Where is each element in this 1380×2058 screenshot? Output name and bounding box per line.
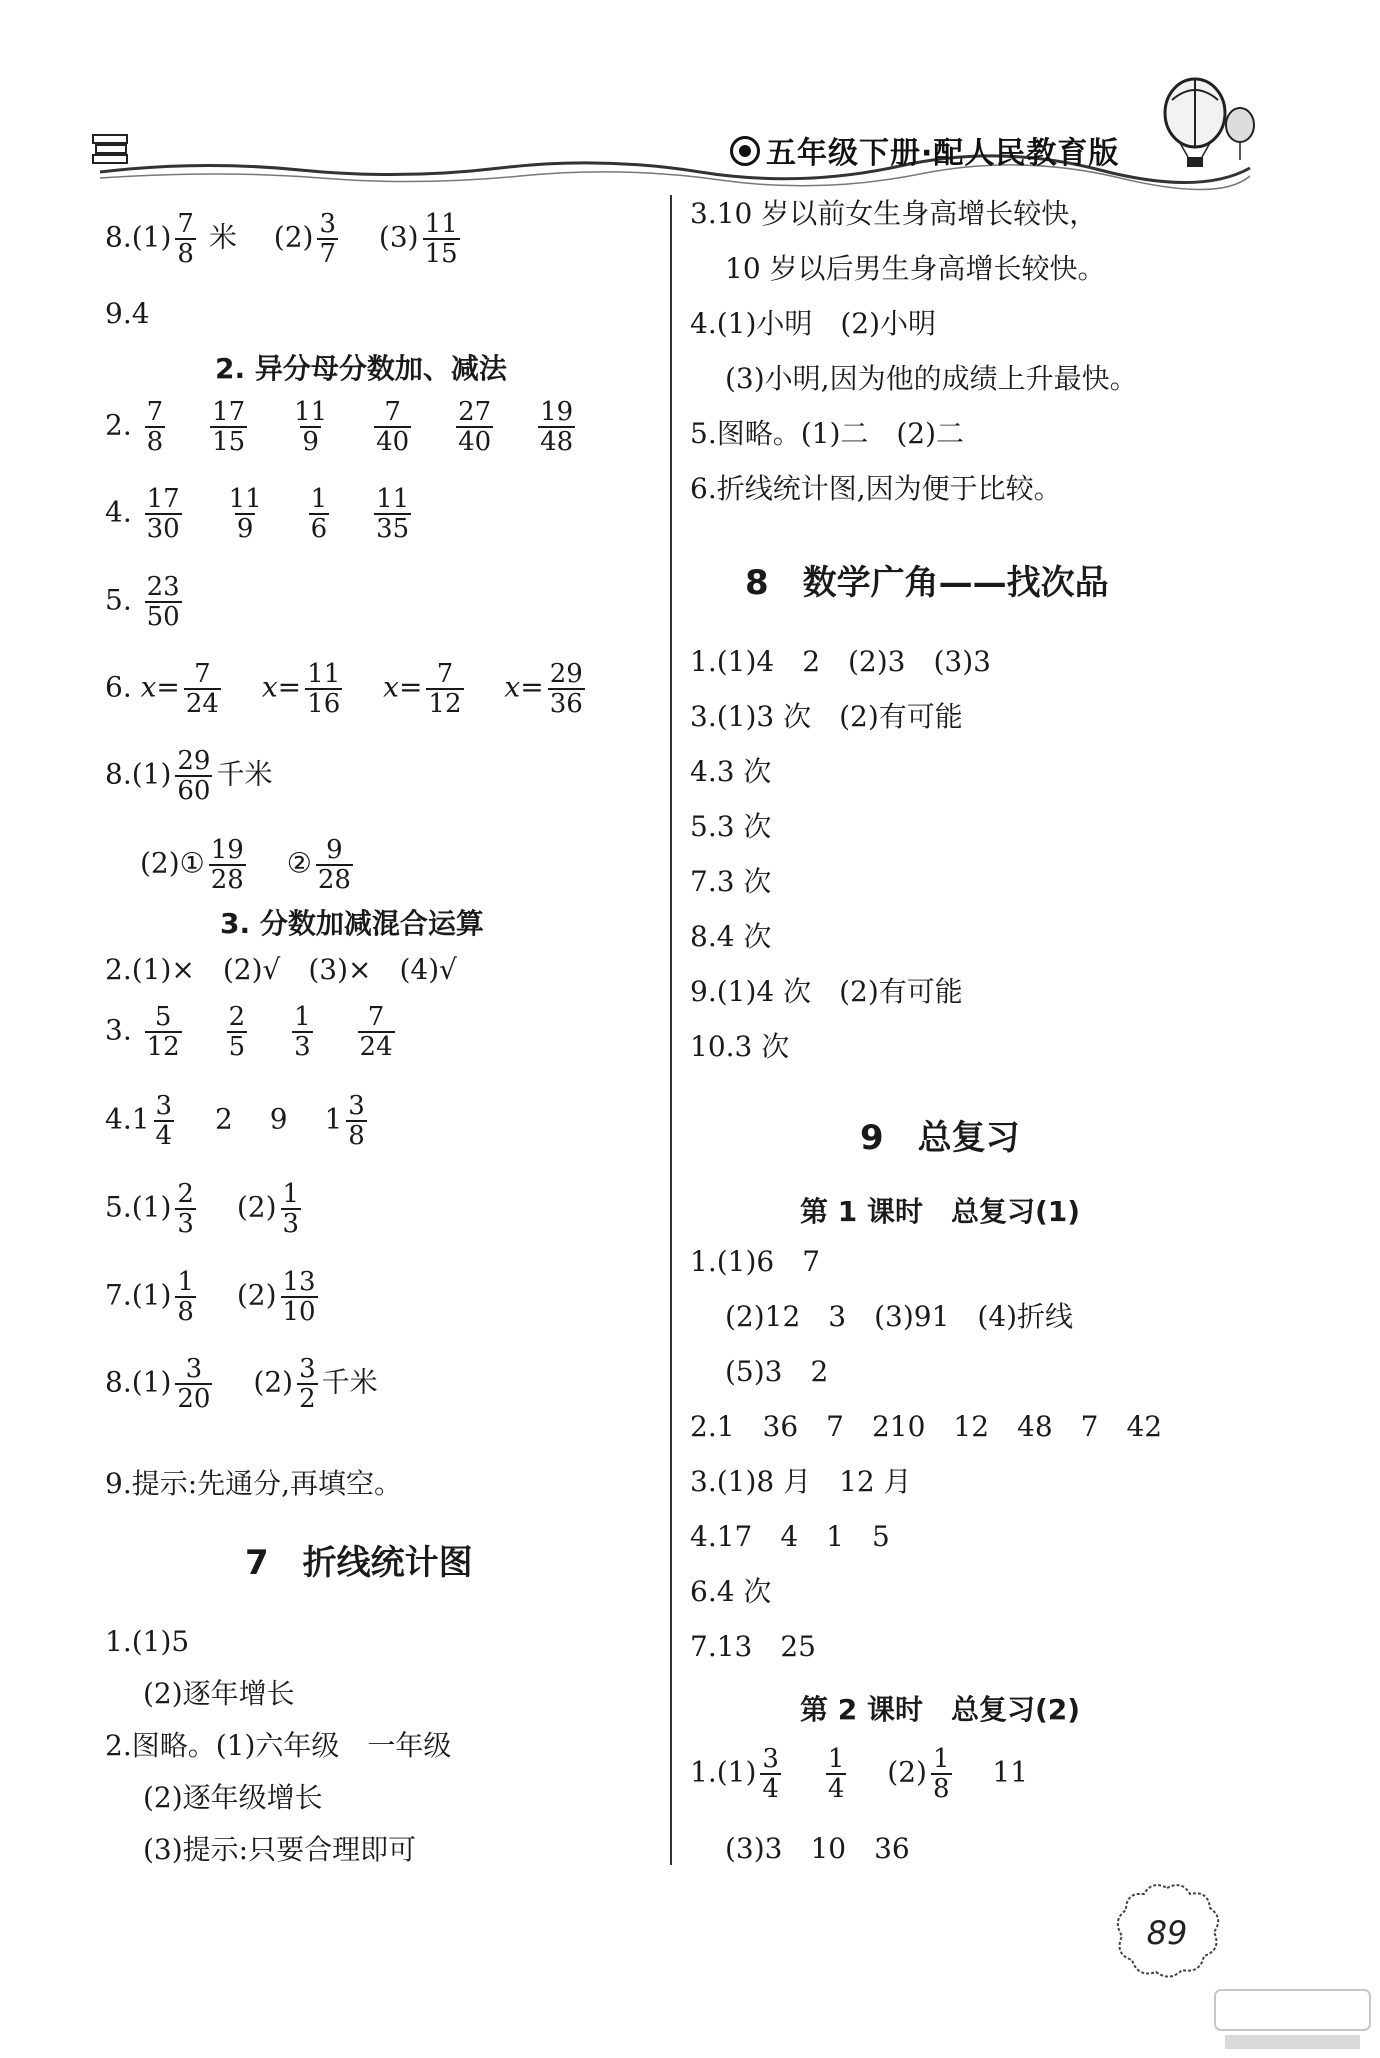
fraction: $\frac{1}{4}$ — [827, 1744, 845, 1805]
answer-r4: 4.(1)小明 (2)小明 — [690, 307, 937, 340]
answer-r5: 5.图略。(1)二 (2)二 — [690, 417, 965, 450]
chapter-heading: 7 折线统计图 — [245, 1543, 473, 1583]
fraction: $\frac{17}{15}$ — [212, 397, 246, 458]
book-stack-icon — [88, 125, 138, 175]
answer-r3b: 10 岁以后男生身高增长较快。 — [725, 252, 1106, 285]
answer-c7-2: 2.图略。(1)六年级 一年级 — [105, 1729, 452, 1762]
fraction: $\frac{7}{8}$ — [177, 209, 194, 270]
answer-s3-5: 5.(1) $\frac{2}{3}$ (2) $\frac{1}{3}$ — [105, 1179, 300, 1240]
answer-s3-8: 8.(1) $\frac{3}{20}$ (2) $\frac{3}{2}$ 千米 — [105, 1354, 378, 1415]
fraction: $\frac{7}{40}$ — [376, 397, 410, 458]
lesson-heading: 第 2 课时 总复习(2) — [800, 1693, 1081, 1726]
answer-5: 5. $\frac{23}{50}$ — [105, 572, 180, 633]
fraction: $\frac{3}{20}$ — [177, 1354, 211, 1415]
fraction: $\frac{1}{8}$ — [177, 1267, 194, 1328]
answer-c8-5: 5.3 次 — [690, 810, 772, 843]
balloon-icon — [1150, 75, 1260, 185]
fraction: $\frac{17}{30}$ — [146, 484, 180, 545]
fraction: $\frac{3}{8}$ — [348, 1091, 365, 1152]
fraction: $\frac{1}{3}$ — [294, 1002, 311, 1063]
lesson-heading: 第 1 课时 总复习(1) — [800, 1195, 1081, 1228]
answer-c91-3: 3.(1)8 月 12 月 — [690, 1465, 912, 1498]
answer-c8-8: 8.4 次 — [690, 920, 772, 953]
fraction: $\frac{7}{24}$ — [185, 659, 219, 720]
fraction: $\frac{23}{50}$ — [146, 572, 180, 633]
fraction: $\frac{13}{10}$ — [282, 1267, 316, 1328]
fraction: $\frac{5}{12}$ — [146, 1002, 180, 1063]
answer-c91-6: 6.4 次 — [690, 1575, 772, 1608]
answer-c8-10: 10.3 次 — [690, 1030, 790, 1063]
answer-4: 4. $\frac{17}{30}$ $\frac{11}{9}$ $\frac{1}{6}$ $\frac{11}{35}$ — [105, 484, 410, 545]
answer-c8-9: 9.(1)4 次 (2)有可能 — [690, 975, 963, 1008]
fraction: $\frac{19}{28}$ — [210, 835, 244, 896]
bullseye-icon — [730, 136, 760, 166]
answer-6: 6. x= $\frac{7}{24}$ x= $\frac{11}{16}$ x= $\frac{7}{12}$ x= $\frac{29}{36}$ — [105, 659, 583, 720]
fraction: $\frac{7}{24}$ — [359, 1002, 393, 1063]
answer-s3-4: 4.1 $\frac{3}{4}$ 2 9 1 $\frac{3}{8}$ — [105, 1091, 365, 1152]
fraction: $\frac{11}{9}$ — [294, 397, 328, 458]
fraction: $\frac{11}{9}$ — [228, 484, 262, 545]
fraction: $\frac{3}{7}$ — [319, 209, 336, 270]
answer-c7-1b: (2)逐年增长 — [143, 1677, 295, 1710]
answer-r4b: (3)小明,因为他的成绩上升最快。 — [725, 362, 1138, 395]
answer-c8-1: 1.(1)4 2 (2)3 (3)3 — [690, 645, 991, 678]
answer-8b: 8.(1) $\frac{29}{60}$ 千米 — [105, 746, 273, 807]
answer-c7-2b: (2)逐年级增长 — [143, 1781, 323, 1814]
fraction: $\frac{2}{5}$ — [228, 1002, 246, 1063]
answer-s3-9: 9.提示:先通分,再填空。 — [105, 1467, 403, 1500]
section-heading: 3. 分数加减混合运算 — [220, 907, 484, 940]
answer-c8-7: 7.3 次 — [690, 865, 772, 898]
fraction: $\frac{2}{3}$ — [177, 1179, 194, 1240]
answer-r6: 6.折线统计图,因为便于比较。 — [690, 472, 1062, 505]
answer-c92-1: 1.(1) $\frac{3}{4}$ $\frac{1}{4}$ (2) $\frac{1}{8}$ 11 — [690, 1744, 1029, 1805]
fraction: $\frac{27}{40}$ — [458, 397, 492, 458]
answer-c91-1c: (5)3 2 — [725, 1355, 829, 1388]
fraction: $\frac{19}{48}$ — [540, 397, 574, 458]
answer-8: 8.(1) $\frac{7}{8}$ 米 (2) $\frac{3}{7}$ (3) $\frac{11}{15}$ — [105, 209, 458, 270]
answer-c8-3: 3.(1)3 次 (2)有可能 — [690, 700, 963, 733]
watermark-logo — [1210, 1985, 1375, 2055]
answer-c8-4: 4.3 次 — [690, 755, 772, 788]
answer-c7-2c: (3)提示:只要合理即可 — [143, 1833, 417, 1866]
answer-c7-1: 1.(1)5 — [105, 1625, 190, 1658]
chapter-heading: 8 数学广角——找次品 — [745, 563, 1109, 603]
answer-c92-1b: (3)3 10 36 — [725, 1832, 910, 1865]
fraction: $\frac{3}{2}$ — [299, 1354, 316, 1415]
answer-s3-3: 3. $\frac{5}{12}$ $\frac{2}{5}$ $\frac{1}{3}$ $\frac{7}{24}$ — [105, 1002, 393, 1063]
fraction: $\frac{7}{12}$ — [428, 659, 462, 720]
section-heading: 2. 异分母分数加、减法 — [215, 352, 507, 385]
answer-c91-1: 1.(1)6 7 — [690, 1245, 821, 1278]
answer-s3-7: 7.(1) $\frac{1}{8}$ (2) $\frac{13}{10}$ — [105, 1267, 316, 1328]
fraction: $\frac{11}{16}$ — [307, 659, 341, 720]
answer-c91-7: 7.13 25 — [690, 1630, 816, 1663]
fraction: $\frac{11}{15}$ — [424, 209, 458, 270]
answer-8b-2: (2)① $\frac{19}{28}$ ② $\frac{9}{28}$ — [140, 835, 351, 896]
answer-s3-2: 2.(1)× (2)√ (3)× (4)√ — [105, 953, 457, 986]
fraction: $\frac{1}{8}$ — [932, 1744, 950, 1805]
fraction: $\frac{3}{4}$ — [762, 1744, 779, 1805]
column-divider — [670, 195, 672, 1865]
answer-c91-2: 2.1 36 7 210 12 48 7 42 — [690, 1410, 1163, 1443]
page-number: 89 — [1112, 1880, 1222, 1980]
answer-9: 9.4 — [105, 297, 150, 330]
page-header — [0, 0, 1380, 200]
fraction: $\frac{7}{8}$ — [146, 397, 164, 458]
answer-c91-4: 4.17 4 1 5 — [690, 1520, 890, 1553]
fraction: $\frac{11}{35}$ — [376, 484, 410, 545]
answer-r3: 3.10 岁以前女生身高增长较快， — [690, 197, 1098, 230]
header-title: 五年级下册·配人民教育版 — [730, 128, 1119, 172]
fraction: $\frac{1}{6}$ — [310, 484, 328, 545]
chapter-heading: 9 总复习 — [860, 1118, 1020, 1158]
answer-2: 2. $\frac{7}{8}$ $\frac{17}{15}$ $\frac{11}{9}$ $\frac{7}{40}$ $\frac{27}{40}$ $\frac{19}{48}$ — [105, 397, 574, 458]
fraction: $\frac{29}{36}$ — [549, 659, 583, 720]
fraction: $\frac{1}{3}$ — [282, 1179, 300, 1240]
fraction: $\frac{9}{28}$ — [317, 835, 351, 896]
fraction: $\frac{29}{60}$ — [177, 746, 211, 807]
answer-c91-1b: (2)12 3 (3)91 (4)折线 — [725, 1300, 1074, 1333]
fraction: $\frac{3}{4}$ — [155, 1091, 173, 1152]
